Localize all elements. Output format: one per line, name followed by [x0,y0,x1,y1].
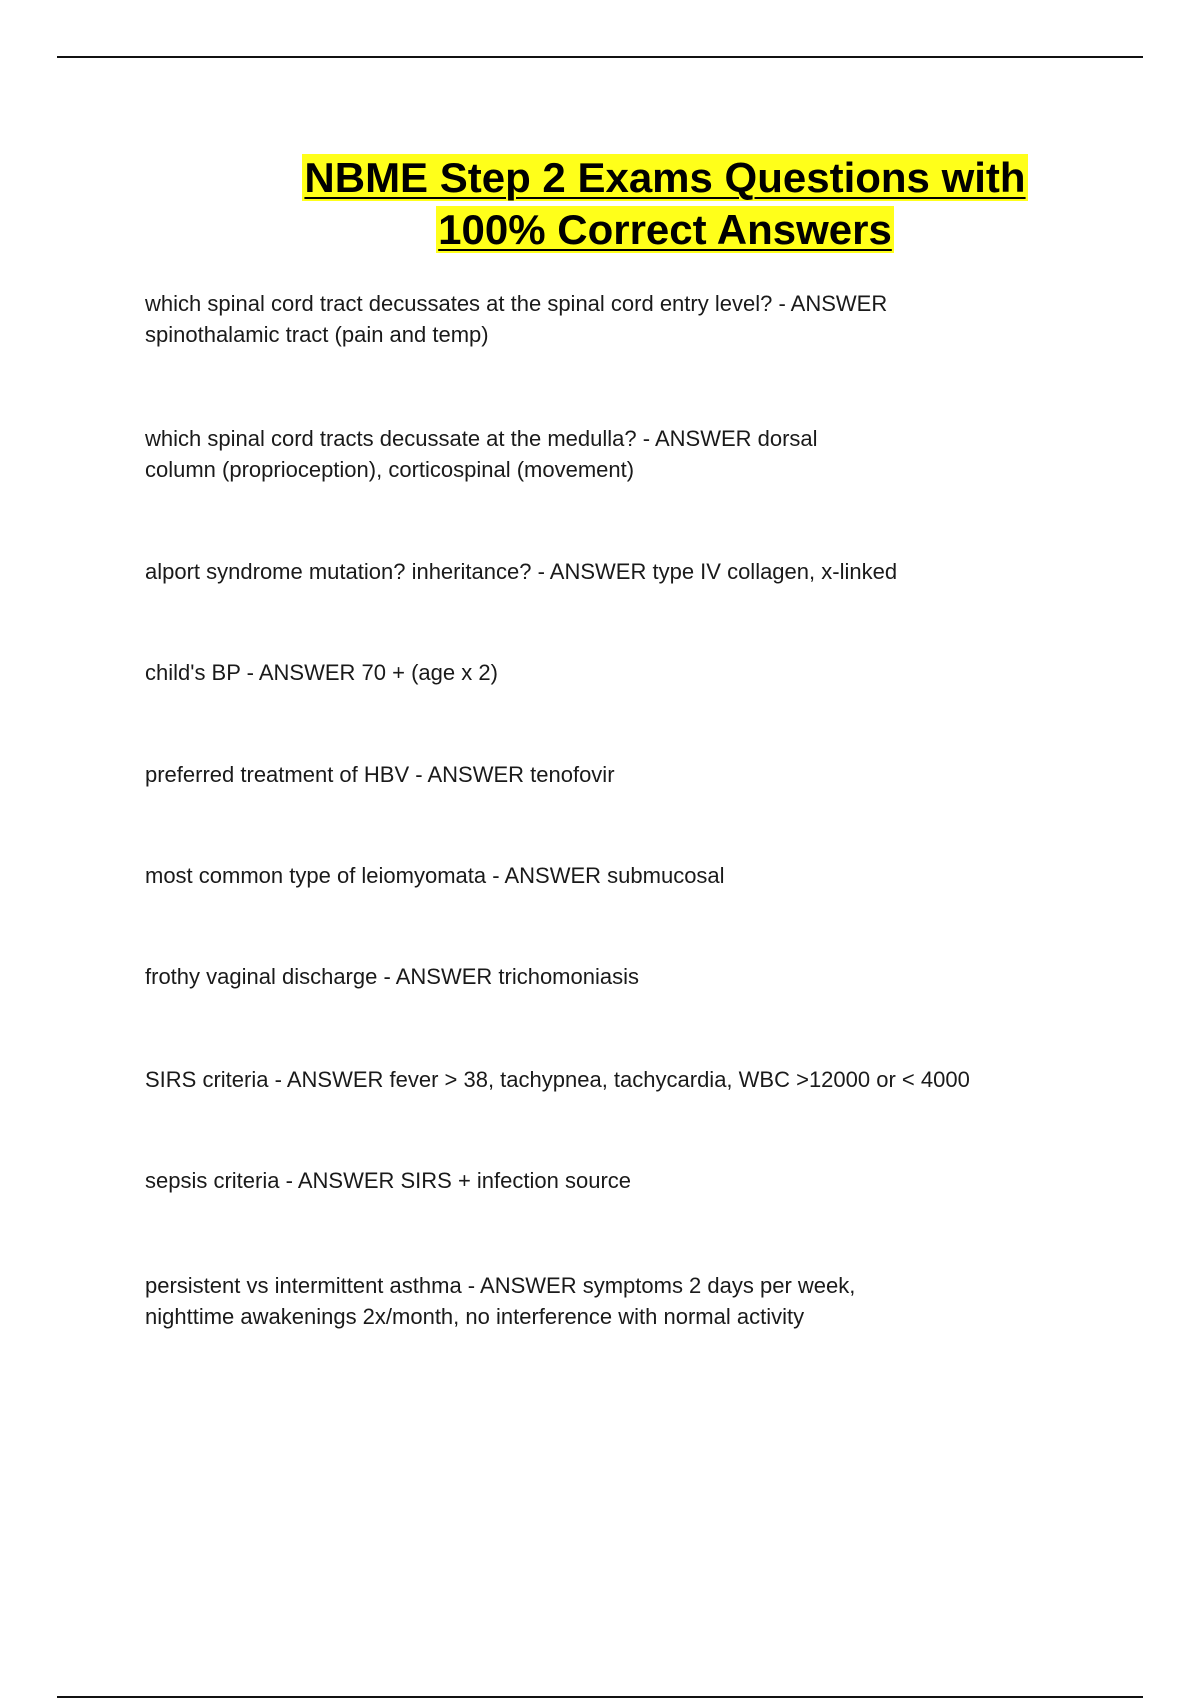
qa-item [145,759,1045,790]
qa-item [145,961,1045,992]
answer-text: fever > 38, tachypnea, tachycardia, WBC >12000 or < 4000 [383,1067,970,1092]
separator: - [461,1273,481,1298]
separator: - [240,660,259,685]
qa-item [145,1165,1045,1196]
answer-text: 70 + (age x 2) [355,660,498,685]
qa-item [145,860,1045,891]
qa-item [145,1270,1045,1332]
separator: - [409,762,428,787]
answer-text: submucosal [601,863,725,888]
question-text: preferred treatment of HBV [145,762,410,787]
separator: - [772,291,791,316]
question-text: frothy vaginal discharge [145,964,378,989]
answer-label: ANSWER [480,1273,577,1298]
answer-label: ANSWER [286,1067,384,1092]
qa-item [145,657,1045,688]
title-line-1: NBME Step 2 Exams Questions with [304,154,1026,201]
answer-label: ANSWER [504,863,602,888]
question-text: persistent vs intermittent asthma [145,1273,462,1298]
separator: - [377,964,396,989]
answer-text-continued: spinothalamic tract (pain and temp) [145,322,489,347]
answer-text: SIRS + infection source [394,1168,632,1193]
answer-text: type IV collagen, x-linked [646,559,898,584]
qa-item [145,1064,1045,1095]
header-rule [57,56,1143,58]
answer-label: ANSWER [549,559,647,584]
answer-label: ANSWER [790,291,888,316]
answer-label: ANSWER [427,762,525,787]
answer-label: ANSWER [258,660,356,685]
document-title [0,152,1200,256]
answer-label: ANSWER [654,426,752,451]
answer-text: tenofovir [524,762,615,787]
separator: - [268,1067,287,1092]
answer-label: ANSWER [297,1168,395,1193]
footer-rule [57,1696,1143,1698]
separator: - [531,559,550,584]
question-text: most common type of leiomyomata [145,863,487,888]
qa-item [145,423,1045,485]
question-text: which spinal cord tract decussates at the spinal cord entry level? [145,291,773,316]
separator: - [279,1168,298,1193]
question-text: child's BP [145,660,241,685]
question-text: sepsis criteria [145,1168,280,1193]
qa-item [145,288,1045,350]
question-text: SIRS criteria [145,1067,269,1092]
separator: - [636,426,655,451]
question-text: which spinal cord tracts decussate at the medulla? [145,426,637,451]
answer-text-continued: nighttime awakenings 2x/month, no interference with normal activity [145,1304,805,1329]
question-text: alport syndrome mutation? inheritance? [145,559,532,584]
answer-text: dorsal [751,426,818,451]
answer-label: ANSWER [395,964,493,989]
qa-item [145,556,1045,587]
title-line-2: 100% Correct Answers [438,206,892,253]
answer-text-continued: column (proprioception), corticospinal (movement) [145,457,635,482]
answer-text: trichomoniasis [492,964,639,989]
answer-text: symptoms 2 days per week, [576,1273,856,1298]
separator: - [486,863,505,888]
